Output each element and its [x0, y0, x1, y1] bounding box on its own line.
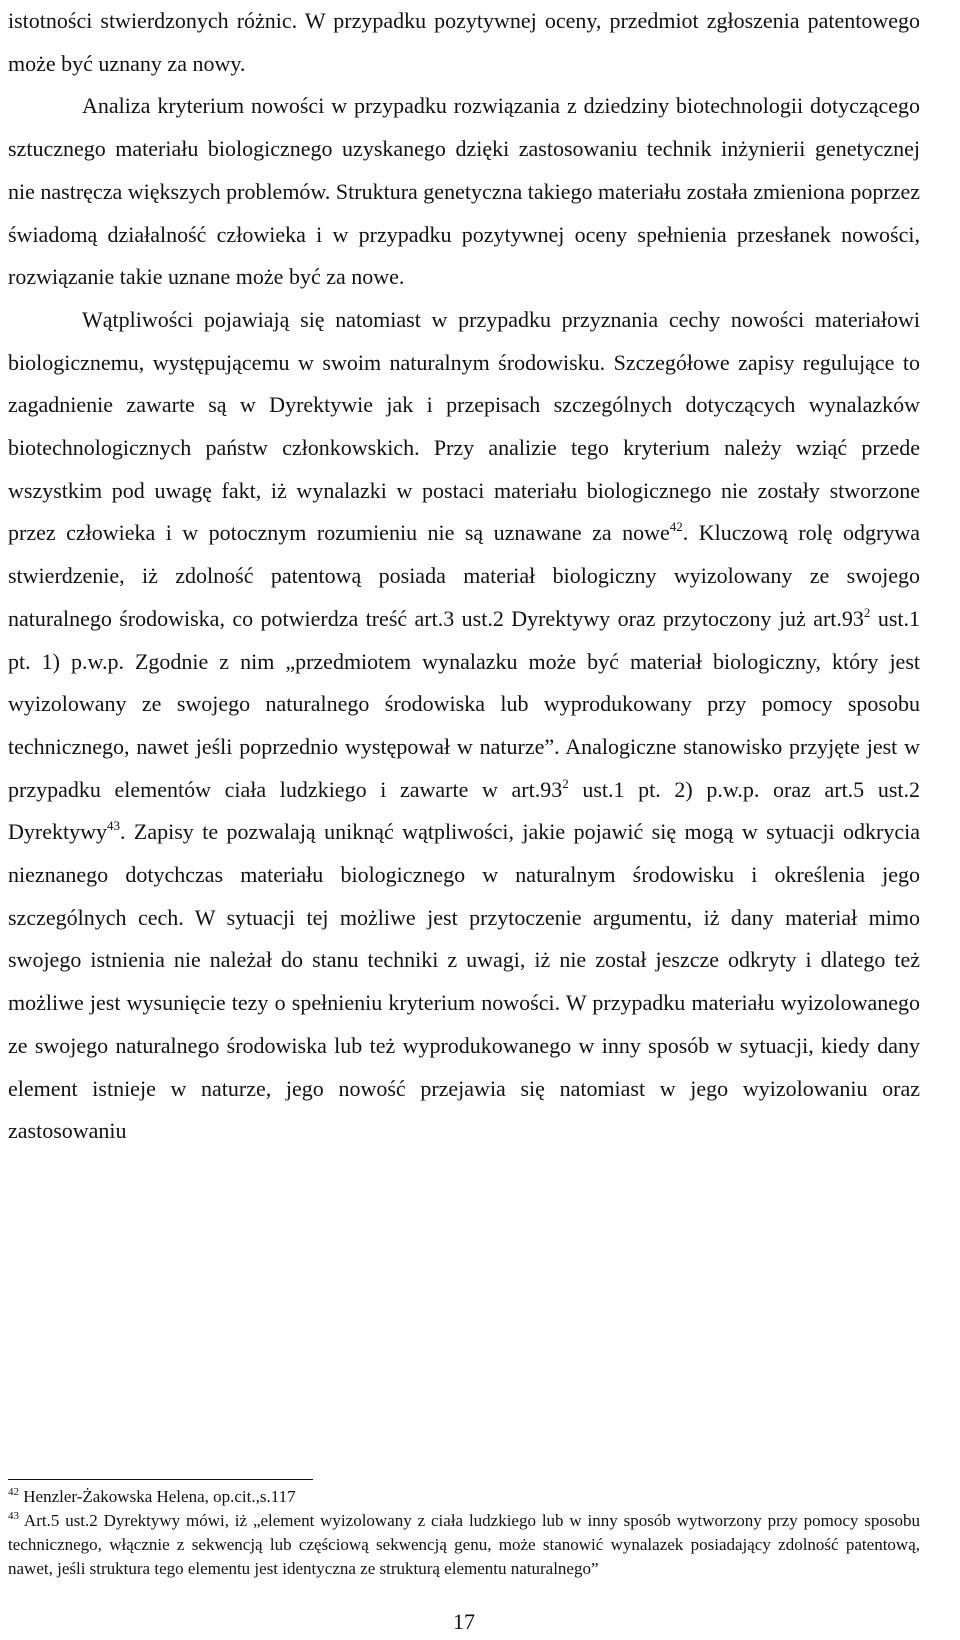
- body-text: [8, 0, 920, 1153]
- footnotes: [8, 1485, 920, 1581]
- footnote-number: 43: [8, 1510, 19, 1522]
- page-number: 17: [453, 1609, 475, 1634]
- paragraph-text-segment: ust.1 pt. 1) p.w.p. Zgodnie z nim „przedmiotem wynalazku może być materiał biologiczny, który jest wyizolowany ze swojego naturalnego środowiska lub wyprodukowany przy pomocy sposobu technicznego, nawet jeśli poprzednio występował w naturze”. Analogiczne stanowisko przyjęte jest w przypadku elementów ciała ludzkiego i zawarte w art.93: [8, 605, 920, 802]
- footnote-text: Art.5 ust.2 Dyrektywy mówi, iż „element wyizolowany z ciała ludzkiego lub w inny sposób wytworzony przy pomocy sposobu technicznego, włącznie z sekwencją lub częściową sekwencją genu, może stanowić wynalazek posiadający zdolność patentową, nawet, jeśli struktura tego elementu jest identyczna ze strukturą elementu naturalnego”: [8, 1511, 920, 1578]
- paragraph-continued: [8, 0, 920, 85]
- paragraph-text-segment: Wątpliwości pojawiają się natomiast w przypadku przyznania cechy nowości materiałowi biologicznemu, występującemu w swoim naturalnym środowisku. Szczegółowe zapisy regulujące to zagadnienie zawarte są w Dyrektywie jak i przepisach szczególnych dotyczących wynalazków biotechnologicznych państw członkowskich. Przy analizie tego kryterium należy wziąć przede wszystkim pod uwagę fakt, iż wynalazki w postaci materiału biologicznego nie zostały stworzone przez człowieka i w potocznym rozumieniu nie są uznawane za nowe: [8, 306, 920, 546]
- paragraph-novelty-analysis: [8, 85, 920, 299]
- footnote-42: [8, 1485, 920, 1509]
- article-superscript: 2: [562, 775, 569, 791]
- paragraph-text-segment: . Kluczową rolę odgrywa stwierdzenie, iż zdolność patentową posiada materiał biologiczny wyizolowany ze swojego naturalnego środowiska, co potwierdza treść art.3 ust.2 Dyrektywy oraz przytoczony już art.93: [8, 520, 920, 631]
- article-superscript: 2: [863, 604, 871, 620]
- footnote-reference-43: 43: [106, 818, 120, 834]
- footnote-43: [8, 1509, 920, 1581]
- footnote-text: Henzler-Żakowska Helena, op.cit.,s.117: [23, 1487, 296, 1506]
- paragraph-text-segment: . Zapisy te pozwalają uniknąć wątpliwości, jakie pojawić się mogą w sytuacji odkrycia nieznanego dotychczas materiału biologicznego w naturalnym środowisku i określenia jego szczególnych cech. W sytuacji tej możliwe jest przytoczenie argumentu, iż dany materiał mimo swojego istnienia nie należał do stanu techniki z uwagi, iż nie został jeszcze odkryty i dlatego też możliwe jest wysunięcie tezy o spełnieniu kryterium nowości. W przypadku materiału wyizolowanego ze swojego naturalnego środowiska lub też wyprodukowanego w inny sposób w sytuacji, kiedy dany element istnieje w naturze, jego nowość przejawia się natomiast w jego wyizolowaniu oraz zastosowaniu: [8, 819, 920, 1144]
- footnote-separator: [8, 1479, 313, 1480]
- paragraph-natural-material: [8, 299, 920, 1153]
- footnote-number: 42: [8, 1486, 19, 1498]
- footnote-reference-42: 42: [669, 519, 683, 535]
- paragraph-text: istotności stwierdzonych różnic. W przypadku pozytywnej oceny, przedmiot zgłoszenia patentowego może być uznany za nowy.: [8, 8, 920, 76]
- paragraph-text-segment: ust.1 pt. 2) p.w.p. oraz art.5 ust.2 Dyrektywy: [8, 776, 920, 845]
- paragraph-text: Analiza kryterium nowości w przypadku rozwiązania z dziedziny biotechnologii dotyczącego sztucznego materiału biologicznego uzyskanego dzięki zastosowaniu technik inżynierii genetycznej nie nastręcza większych problemów. Struktura genetyczna takiego materiału została zmieniona poprzez świadomą działalność człowieka i w przypadku pozytywnej oceny spełnienia przesłanek nowości, rozwiązanie takie uznane może być za nowe.: [8, 93, 920, 290]
- document-page: [8, 0, 920, 1640]
